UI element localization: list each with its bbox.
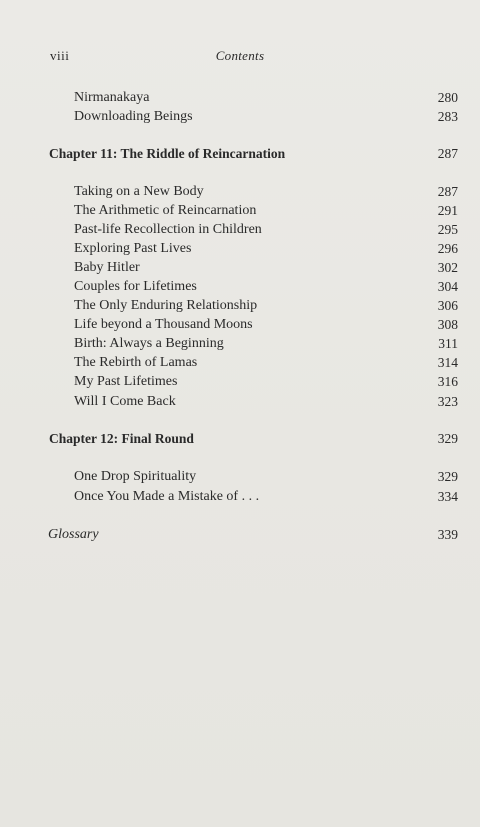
toc-entry-page: 296 bbox=[437, 241, 458, 256]
chapter-title: Chapter 11: The Riddle of Reincarnation bbox=[49, 146, 286, 161]
toc-entry bbox=[0, 258, 480, 278]
toc-entry-page: 323 bbox=[437, 394, 458, 409]
toc-entry-label: Birth: Always a Beginning bbox=[74, 336, 224, 351]
toc-entry-label: Baby Hitler bbox=[74, 260, 140, 275]
toc-entry bbox=[0, 487, 480, 507]
toc-entry-label: My Past Lifetimes bbox=[74, 374, 178, 389]
toc-entry-label: Nirmanakaya bbox=[74, 90, 150, 105]
toc-entry bbox=[0, 182, 480, 202]
toc-entry-label: Life beyond a Thousand Moons bbox=[74, 317, 253, 332]
toc-entry bbox=[0, 392, 480, 412]
toc-entry-page: 316 bbox=[437, 374, 458, 389]
toc-entry bbox=[0, 353, 480, 373]
running-title: Contents bbox=[215, 48, 265, 63]
toc-entry bbox=[0, 239, 480, 259]
toc-glossary bbox=[0, 525, 480, 545]
chapter-page: 329 bbox=[437, 431, 458, 446]
toc-entry-label: Downloading Beings bbox=[74, 109, 193, 124]
toc-entry-label: The Arithmetic of Reincarnation bbox=[74, 203, 257, 218]
toc-entry-page: 302 bbox=[437, 260, 458, 275]
toc-entry-page: 280 bbox=[437, 90, 458, 105]
toc-entry bbox=[0, 201, 480, 221]
toc-entry bbox=[0, 467, 480, 487]
toc-entry-page: 329 bbox=[437, 469, 458, 484]
toc-entry-page: 334 bbox=[437, 489, 458, 504]
toc-entry-page: 295 bbox=[437, 222, 458, 237]
toc-entry bbox=[0, 315, 480, 335]
toc-entry-page: 283 bbox=[437, 109, 458, 124]
toc-entry-downloading-beings bbox=[0, 107, 480, 127]
toc-entry bbox=[0, 334, 480, 354]
toc-entry-label: Exploring Past Lives bbox=[74, 241, 192, 256]
toc-entry-page: 311 bbox=[438, 336, 458, 351]
running-head bbox=[0, 48, 480, 68]
toc-entry-label: The Only Enduring Relationship bbox=[74, 298, 258, 313]
toc-entry-label: One Drop Spirituality bbox=[74, 469, 197, 484]
glossary-page: 339 bbox=[437, 527, 458, 542]
toc-entry-label: Once You Made a Mistake of . . . bbox=[74, 489, 260, 504]
toc-entry-nirmanakaya bbox=[0, 88, 480, 108]
toc-entry-label: The Rebirth of Lamas bbox=[74, 355, 198, 370]
toc-entry bbox=[0, 296, 480, 316]
toc-entry-page: 287 bbox=[437, 184, 458, 199]
toc-entry bbox=[0, 277, 480, 297]
toc-entry-page: 314 bbox=[437, 355, 458, 370]
toc-entry bbox=[0, 372, 480, 392]
toc-chapter-11 bbox=[0, 144, 480, 164]
toc-entry-label: Past-life Recollection in Children bbox=[74, 222, 262, 237]
toc-entry-page: 308 bbox=[437, 317, 458, 332]
toc-entry-label: Couples for Lifetimes bbox=[74, 279, 197, 294]
toc-entry bbox=[0, 220, 480, 240]
toc-entry-label: Taking on a New Body bbox=[74, 184, 204, 199]
toc-entry-page: 304 bbox=[437, 279, 458, 294]
glossary-label: Glossary bbox=[48, 527, 99, 542]
toc-entry-label: Will I Come Back bbox=[74, 394, 176, 409]
toc-entry-page: 291 bbox=[437, 203, 458, 218]
page-folio: viii bbox=[50, 48, 70, 63]
chapter-page: 287 bbox=[437, 146, 458, 161]
chapter-title: Chapter 12: Final Round bbox=[49, 431, 194, 446]
toc-entry-page: 306 bbox=[437, 298, 458, 313]
toc-chapter-12 bbox=[0, 429, 480, 449]
